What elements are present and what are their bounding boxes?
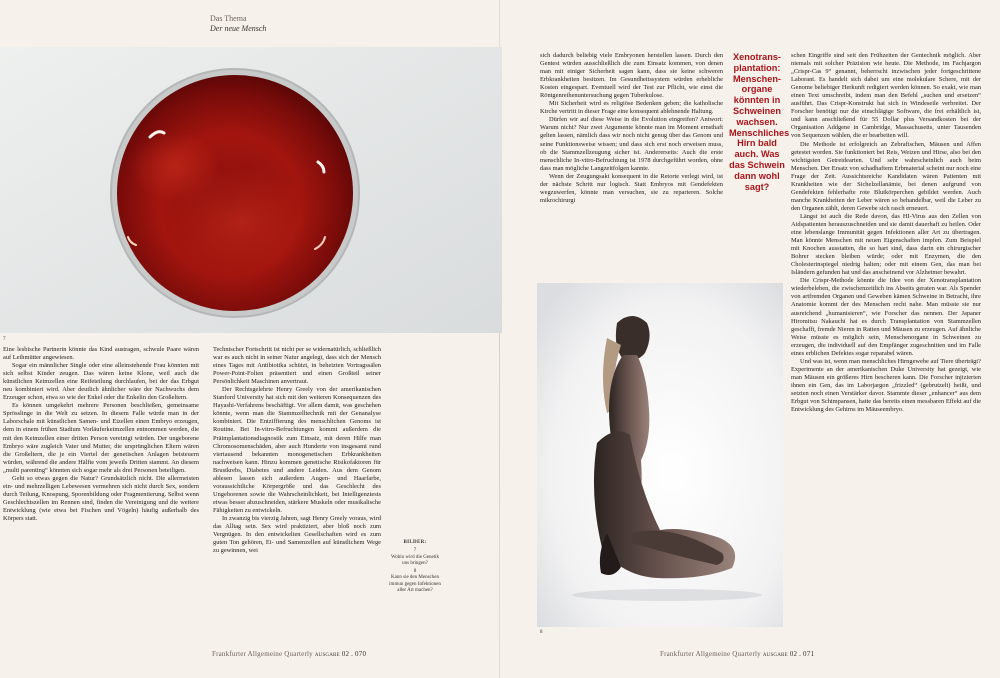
footer-right [660,650,814,658]
text-column-2 [213,346,381,555]
publication-name: Frankfurter Allgemeine Quarterly [660,650,761,658]
caption-8: Kann sie den Menschen immun gegen Infektionen aller Art machen? [389,575,441,594]
image-captions [387,540,443,594]
paragraph: Geht so etwas gegen die Natur? Grundsätzlich nicht. Die allermeisten ein- und mehrzelligen Lebewesen vermehren sich nicht durch Sex, sondern durch Teilung, Knospung, Sporenbildung oder Fragmentierung. Selbst wenn Geschlechtszellen im Rennen sind, finden die Vereinigung und die weitere Entwicklung (wie etwa bei Fischen und Vögeln) häufig außerhalb des Körpers statt. [3,474,199,522]
footer-left [212,650,366,658]
paragraph: Mit Sicherheit wird es religiöse Bedenken geben; die katholische Kirche vertritt in dieser Frage eine konsequent ablehnende Haltung. [540,100,723,116]
paragraph: In zwanzig bis vierzig Jahren, sagt Henry Greely voraus, wird das Alltag sein. Sex wird praktiziert, aber bloß noch zum Vergnügen. In den entwickelten Gesellschaften wird es zum guten Ton gehören, Ei- und Samenzellen auf künstlichem Wege zu gewinnen, wei [213,514,381,555]
issue-page: ausgabe 02 . 070 [314,650,367,658]
caption-number-8: 8 [413,569,417,575]
paragraph: Der Rechtsgelehrte Henry Greely von der amerikanischen Stanford University hat sich mit den weiteren Konsequenzen des Hayashi-Verfahrens beschäftigt. Vor allem damit, was geschehen könnte, wenn man die Stammzelltechnik mit der Genanalyse kombiniert. Die Entziffierung des menschlichen Genoms ist Routine. Bei In-vitro-Befruchtungen kommt außerdem die Präimplantationsdiagnostik zum Einsatz, mit deren Hilfe man Chromosomenschäden, aber auch Hunderte von insgesamt rund viertausend bekannten monogenetischen Erbkrankheiten nachweisen kann. Hinzu kommen genetische Risikofaktoren für Brustkrebs, Diabetes und andere Leiden. Aus dem Genom ablesen lassen sich außerdem Augen- und Haarfarbe, voraussichtliche Körpergröße und das Geschlecht des Ungeborenen sowie die Wahrscheinlichkeit, bei Intelligenztests etwas besser abzuschneiden, stärkere Muskeln oder musikalische Fähigkeiten zu entwickeln. [213,386,381,514]
kneeling-woman-image [537,283,783,627]
paragraph: schen Eingriffe sind seit den Frühzeiten der Gentechnik möglich. Aber niemals mit solcher Präzision wie heute. Die Methode, im Fachjargon „Crispr-Cas 9“ genannt, beherrscht inzwischen jeder fortgeschrittene Laborant. Es handelt sich dabei um eine molekulare Schere, mit der Genome beliebiger Herkunft redigiert werden können. So exakt, wie man einen Text umschreibt, indem man den Befehl „suchen und ersetzen“ ausführt. Das Crispr-Konstrukt hat sich in Windeseile verbreitet. Der Forscher benötigt nur die einschlägige Software, die frei erhältlich ist, und kann anschließend für 55 Dollar plus Versandkosten bei der Organisation Addgene in Cambridge, Massachusetts, unter Tausenden von Sequenzen wählen, die er bearbeiten will. [791,52,981,140]
captions-heading: BILDER: [403,540,427,545]
paragraph: Es können umgekehrt mehrere Personen beschließen, gemeinsame Sprösslinge in die Welt zu setzen. In diesem Falle würde man in der Laborschale mit künstlichen Samen- und Eizellen einen Embryo erzeugen, dem in einem frühen Stadium Vorläuferkeimzellen entnommen werden, die mit den Keimzellen einer dritten Person vereinigt würden. Der ungeborene Embryo wäre zugleich Vater und Mutter, die ursprünglichen Eltern wären die Großeltern, die je ein Viertel der genetischen Anlagen beisteuern würden, während die andere Hälfte vom jeweils Dritten stammt. An diesem „multi parenting“ könnten sich sogar mehr als drei Personen beteiligen. [3,402,199,474]
caption-number-7: 7 [413,548,417,554]
kneeling-woman-photo [537,283,783,627]
section-title: Der neue Mensch [210,24,267,33]
text-column-1 [3,346,199,523]
publication-name: Frankfurter Allgemeine Quarterly [212,650,313,658]
figure-number-8: 8 [540,630,543,635]
caption-7: Wohin wird die Genetik uns bringen? [390,554,440,566]
paragraph: Die Crispr-Methode könnte die Idee von der Xenotransplantation wiederbeleben, die zwischenzeitlich ins Abseits geraten war. Als Spender von artfremden Organen und Geweben kämen Schweine in Betracht, ihre Anatomie kommt der des Menschen recht nahe. Man müsste sie nur ausreichend „humanisieren“, wie Forscher das nennen. Der Japaner Hiromitsu Nakauchi hat es durch Transplantation von Stammzellen geschafft, fremde Nieren in Ratten und Mäusen zu erzeugen. Auf ähnliche Weise müsste es möglich sein, Menschenorgane in Schweinen zu erzeugen, die individuell auf den Empfänger zugeschnitten und im Falle eines erblichen Defektes sogar reparabel wären. [791,277,981,357]
text-column-4 [791,52,981,414]
paragraph: Eine lesbische Partnerin könnte das Kind austragen, schwule Paare wären auf Leihmütter angewiesen. [3,346,199,362]
paragraph: Wenn der Zeugungsakt konsequent in die Retorte verlegt wird, ist der nächste Schritt nur logisch. Statt Embryos mit Gendefekten wegzuwerfen, könnte man versuchen, sie zu reparieren. Solche mikrochirurgi [540,172,723,204]
paragraph: Sogar ein männlicher Single oder eine alleinstehende Frau könnten mit sich selbst Kinder zeugen. Das wären keine Klone, weil auch die künstlichen Keimzellen eine Reifeteilung durchlaufen, bei der das Erbgut neu kombiniert wird. Aber deutlich ähnlicher wäre der Nachwuchs dem Erzeuger schon, etwa so wie der Enkel oder die Enkelin den Großeltern. [3,362,199,402]
petri-dish-image [0,47,502,333]
figure-number-7: 7 [3,337,6,342]
section-header [210,14,266,34]
paragraph: Dürfen wir auf diese Weise in die Evolution eingreifen? Antwort: Warum nicht? Nur zwei Argumente könnte man im Moment ernsthaft gelten lassen, nämlich dass wir noch nicht genug über das Genom und seine Funktionsweise wissen; und dass sich erst noch erweisen muss, ob die Stammzellzeugung sicher ist. Andererseits: Auch die erste menschliche In-vitro-Befruchtung ist 1978 durchgeführt worden, ohne dass man mögliche Langzeitfolgen kannte. [540,116,723,172]
issue-page: ausgabe 02 . 071 [762,650,815,658]
text-column-3 [540,52,723,205]
paragraph: Und was ist, wenn man menschliches Hirngewebe auf Tiere überträgt? Experimente an der amerikanischen Duke University hat gezeigt, wie man Mäusen ein größeres Hirn bescheren kann. Die Forscher injizierten ihnen ein Gen, das im Laborjargon „frizzled“ (gebrutzelt) heißt, und setzten noch einen Verstärker davor. Stammte dieser „enhancer“ aus dem Erbgut von Schimpansen, hatte das bereits einen messbaren Effekt auf die Entwicklung des Gehirns im Mäuseembryo. [791,357,981,414]
paragraph: Längst ist auch die Rede davon, das HI-Virus aus den Zellen von Aidspatienten herauszuschneiden und sie damit dauerhaft zu heilen. Oder eine lebenslange Immunität gegen Infektionen aller Art zu übertragen. Man könnte Menschen mit neuen Eigenschaften impfen. Zum Beispiel mit Knochen ausstatten, die so hart sind, dass darin ein chirurgischer Bohrer stecken bleiben würde; oder mit Enzymen, die den Cholesterinspiegel niedrig halten; oder mit einem Gen, das man bei Isländern gefunden hat und das anscheinend vor Alzheimer bewahrt. [791,212,981,277]
pull-quote: Xenotrans- plantation: Menschen- organe könnten in Schweinen wachsen. Menschliches Hirn bald auch. Was das Schwein dann wohl sagt? [729,52,790,192]
section-label: Das Thema [210,14,247,23]
paragraph: Technischer Fortschritt ist nicht per se widernatürlich, schließlich war es auch nicht in seiner Natur angelegt, dass sich der Mensch eines Tages mit Antibiotika schützt, in beheizten Vortragssälen Power-Point-Folien präsentiert und einen Großteil seiner Persönlichkeit Maschinen anvertraut. [213,346,381,386]
paragraph: Die Methode ist erfolgreich an Zebrafischen, Mäusen und Affen getestet worden. Sie funktioniert bei Reis, Weizen und Hirse, also bei den wichtigsten Getreidearten. Und sehr wahrscheinlich auch beim Menschen. Der Ersatz von schadhaftem Erbmaterial scheint nur noch eine Frage der Zeit. Aussichtsreiche Kandidaten wären Patienten mit Krankheiten wie der Sichelzellanämie, bei denen aufgrund von Gendefekten fehlerhafte rote Blutkörperchen gebildet werden. Auch manche Krankheiten der Leber wären so behandelbar, weil die Leber zu den Organen zählt, deren Gewebe sich rasch erneuert. [791,140,981,212]
petri-dish-photo [0,47,502,333]
paragraph: sich dadurch beliebig viele Embryonen herstellen lassen. Durch den Gentest würden ausschließlich die zum Einsatz kommen, von denen man mit einiger Sicherheit sagen kann, dass sie keine schweren Erbkrankheiten besitzen. Im Gesundheitssystem würden erhebliche Kosten eingespart. Eventuell wird der Test zur Pflicht, wie einst die Röntgenreihenuntersuchung gegen Tuberkulose. [540,52,723,100]
